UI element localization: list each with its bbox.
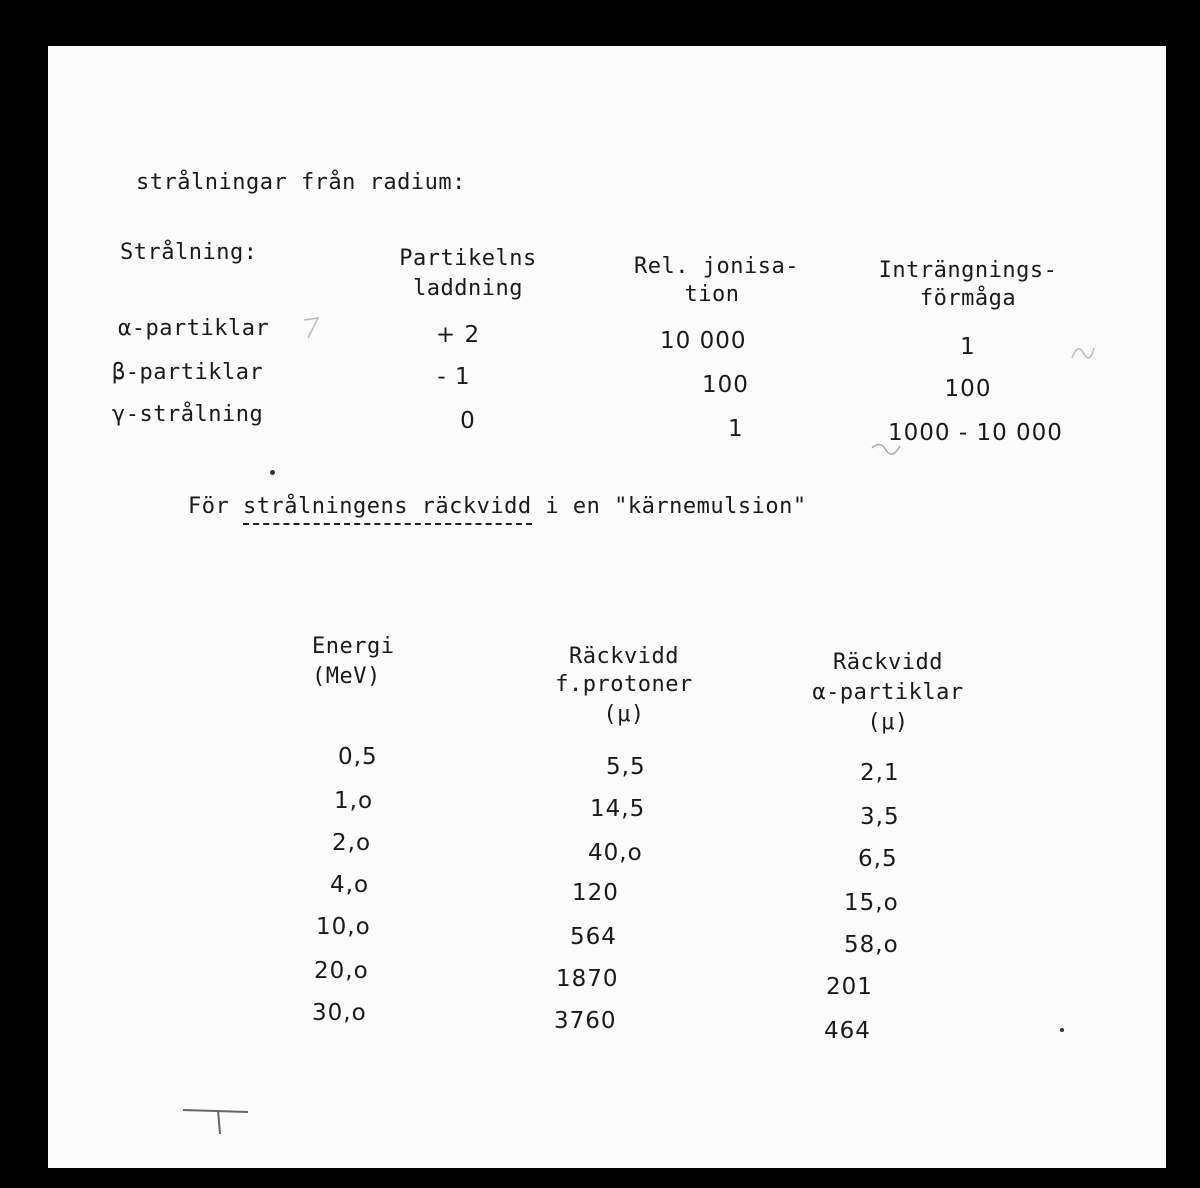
scratch-icon <box>1068 338 1098 368</box>
table1-row-alpha-name: α-partiklar <box>118 316 270 341</box>
table2-row-6-energy: 20,o <box>314 958 369 984</box>
stray-mark-icon <box>178 1096 258 1136</box>
table1-row-beta-penetration: 100 <box>944 376 992 402</box>
dust-speck <box>270 470 275 475</box>
scratch-icon <box>868 438 908 468</box>
section-heading <box>188 494 807 519</box>
table1-row-alpha-charge: + 2 <box>435 322 481 348</box>
table1-row-gamma-charge: 0 <box>460 408 476 434</box>
table2-row-6-protons: 1870 <box>556 966 619 992</box>
table1-row-beta-ionization: 100 <box>702 372 749 398</box>
table2-header-energy-line1: Energi <box>312 634 395 659</box>
table1-header-charge-line2: laddning <box>413 276 523 301</box>
table2-header-protons-line2: f.protoner <box>555 672 693 697</box>
section-heading-prefix: För <box>188 494 230 519</box>
document-sheet <box>48 46 1166 1168</box>
table2-row-1-protons: 5,5 <box>606 754 646 780</box>
table2-header-protons-line3: (μ) <box>603 702 645 727</box>
document-title: strålningar från radium: <box>136 170 466 195</box>
table2-row-7-protons: 3760 <box>554 1008 617 1034</box>
table2-header-alpha-line1: Räckvidd <box>833 650 943 675</box>
table1-row-beta-charge: - 1 <box>437 364 471 390</box>
table2-row-5-energy: 10,o <box>316 914 371 940</box>
table1-row-alpha-ionization: 10 000 <box>660 328 747 354</box>
section-heading-underlined: strålningens räckvidd <box>243 494 532 525</box>
table1-row-gamma-penetration: 1000 - 10 000 <box>888 420 1063 446</box>
table1-header-penetration-line1: Inträngnings- <box>878 258 1058 283</box>
table2-row-4-energy: 4,o <box>330 872 370 898</box>
table2-row-1-energy: 0,5 <box>338 744 378 770</box>
table1-header-radiation: Strålning: <box>120 240 258 265</box>
table1-header-ionization-line2: tion <box>684 282 740 307</box>
table1-row-alpha-penetration: 1 <box>960 334 976 360</box>
table2-row-2-alpha: 3,5 <box>860 804 900 830</box>
table2-row-5-protons: 564 <box>570 924 617 950</box>
table2-row-1-alpha: 2,1 <box>860 760 900 786</box>
table1-row-beta-name: β-partiklar <box>112 360 264 385</box>
table2-row-2-protons: 14,5 <box>590 796 646 822</box>
section-heading-suffix: i en "kärnemulsion" <box>545 494 807 519</box>
scratch-icon <box>298 314 328 344</box>
table2-header-alpha-line2: α-partiklar <box>812 680 964 705</box>
table2-row-6-alpha: 201 <box>826 974 873 1000</box>
table2-row-4-protons: 120 <box>572 880 619 906</box>
table2-header-energy-line2: (MeV) <box>312 664 381 689</box>
table2-row-7-energy: 30,o <box>312 1000 367 1026</box>
table1-row-gamma-name: γ-strålning <box>112 402 264 427</box>
table1-header-penetration-line2: förmåga <box>919 286 1017 311</box>
table1-header-ionization-line1: Rel. jonisa- <box>634 254 799 279</box>
table2-header-alpha-line3: (μ) <box>867 710 909 735</box>
table1-row-gamma-ionization: 1 <box>728 416 744 442</box>
table1-header-charge-line1: Partikelns <box>399 246 537 271</box>
dust-speck <box>1060 1028 1064 1032</box>
table2-row-3-alpha: 6,5 <box>858 846 898 872</box>
table2-row-5-alpha: 58,o <box>844 932 899 958</box>
table2-row-3-energy: 2,o <box>332 830 372 856</box>
table2-row-3-protons: 40,o <box>588 840 643 866</box>
table2-row-2-energy: 1,o <box>334 788 374 814</box>
table2-row-4-alpha: 15,o <box>844 890 899 916</box>
table2-row-7-alpha: 464 <box>824 1018 871 1044</box>
table2-header-protons-line1: Räckvidd <box>569 644 679 669</box>
